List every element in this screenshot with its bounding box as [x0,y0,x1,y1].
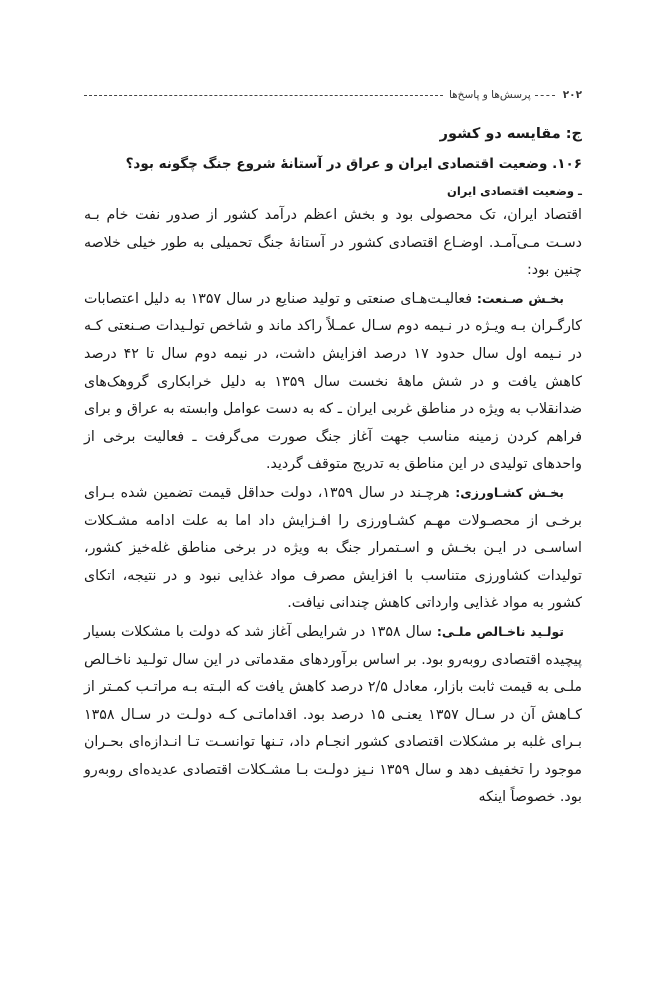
intro-paragraph: اقتصاد ایران، تک محصولی بود و بخش اعظم درآمد کشور از صدور نفت خام بـه دسـت مـی‌آمـد. اوضـاع اقتصادی کشور در آستانهٔ جنگ تحمیلی به طور خیلی خلاصه چنین بود: [84,207,582,279]
header-rule [84,95,443,96]
running-header [84,86,582,104]
question-title: ۱۰۶. وضعیت اقتصادی ایران و عراق در آستانهٔ شروع جنگ چگونه بود؟ [125,156,582,172]
subsection-title: ـ وضعیت اقتصادی ایران [447,184,582,198]
paragraph-lead: تولـید ناخـالص ملـی: [436,623,564,639]
paragraph-text: فعالیـت‌هـای صنعتی و تولید صنایع در سال ۱۳۵۷ به دلیل اعتصابات کارگـران بـه ویـژه در نـیمه دوم سـال عمـلاً راکد ماند و شاخص تولـیدات صـنعتی کـه در نـیمه اول سال حدود ۱۷ درصد افزایش داشت، در نیمه دوم سال تا ۴۲ درصد کاهش یافت و در شش ماههٔ نخست سال ۱۳۵۹ به دلیل خرابکاری گروهک‌های ضدانقلاب به ویژه در مناطق غربی ایران ـ که به دست عوامل وابسته به عراق و برای فراهم کردن زمینه مناسب جهت آغاز جنگ صورت می‌گرفت ـ فعالیت برخی از واحدهای تولیدی در این مناطق به تدریج متوقف گردید. [84,290,582,473]
paragraph-lead: بخـش کشـاورزی: [455,484,564,500]
paragraph-industry [84,285,582,479]
page-content [84,86,582,812]
paragraph-lead: بخـش صـنعت: [476,290,564,306]
page-number: ۲۰۲ [562,89,582,101]
paragraph-agriculture [84,479,582,618]
paragraph-gdp [84,618,582,812]
paragraph-text: هرچـند در سال ۱۳۵۹، دولت حداقل قیمت تضمین شده بـرای برخـی از محصـولات مهـم کشـاورزی را افـزایش داد اما به علت ادامه مشـکلات اساسـی در ایـن بخـش و اسـتمرار جنگ به ویژه در برخی مناطق غله‌خیز کشور، تولیدات کشاورزی متناسب با افزایش مصرف مواد غذایی نبود و در نتیجه، اتکای کشور به مواد غذایی وارداتی کاهش چندانی نیافت. [84,484,582,612]
header-rule-short [535,95,555,96]
book-title: پرسش‌ها و پاسخ‌ها [448,89,531,101]
paragraph-text: سال ۱۳۵۸ در شرایطی آغاز شد که دولت با مشکلات بسیار پیچیده اقتصادی روبه‌رو بود. بر اساس برآوردهای مقدماتی در این سال تولـید ناخـالص ملـی به قیمت ثابت بازار، معادل ۲/۵ درصد کاهش یافت که البـته بـه مراتـب کمـتر از کـاهش آن در سـال ۱۳۵۷ یعنـی ۱۵ درصد بود. اقداماتـی کـه دولـت در سـال ۱۳۵۸ بـرای غلبه بر مشکلات اقتصادی کشور انجـام داد، تـنها توانسـت تـا انـدازه‌ای بحـران موجود را تخفیف دهد و سال ۱۳۵۹ نـیز دولـت بـا مشـکلات اقتصادی عدیده‌ای روبه‌رو بود. خصوصاً اینکه [84,623,582,806]
section-title: ج: مقایسه دو کشور [439,126,582,142]
